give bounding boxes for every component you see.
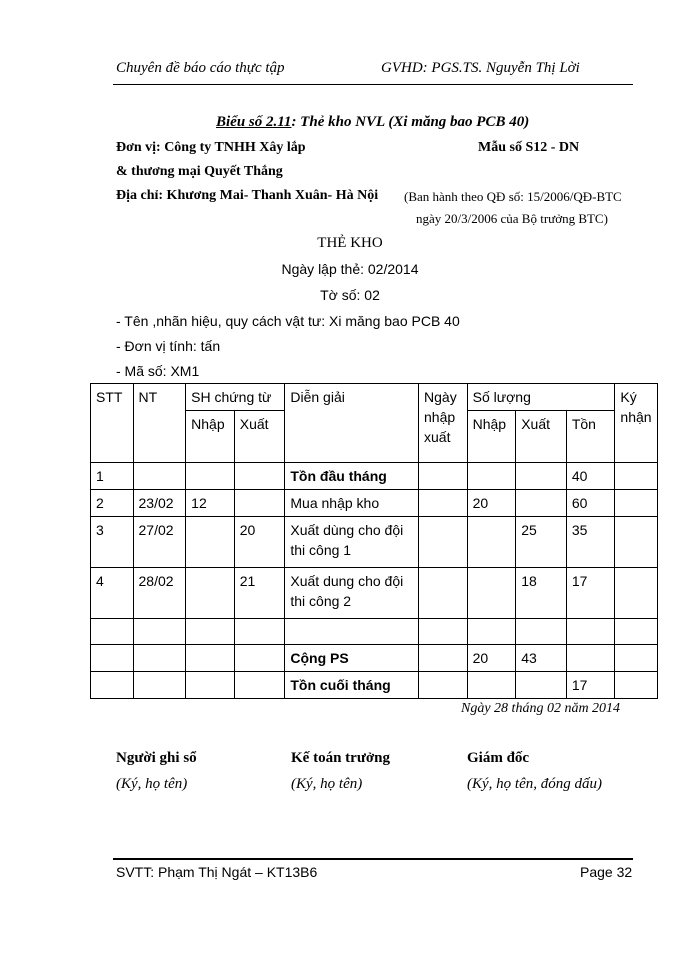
unit-line-1: Đơn vị: Công ty TNHH Xây lắp <box>116 140 306 155</box>
cell-qty-in <box>467 463 516 490</box>
cell-stt <box>91 672 134 699</box>
cell-sign <box>615 490 658 517</box>
cell-sh-out <box>234 619 285 645</box>
footer-rule <box>113 858 633 860</box>
cell-desc <box>285 568 419 619</box>
cell-sh-in <box>186 463 235 490</box>
cell-desc-line-1: Tồn đầu tháng <box>290 468 387 484</box>
cell-sign <box>615 672 658 699</box>
cell-qty-out: 43 <box>516 645 567 672</box>
cell-qty-bal: 17 <box>566 568 615 619</box>
cell-qty-bal: 17 <box>566 672 615 699</box>
cell-qty-bal: 40 <box>566 463 615 490</box>
cell-desc <box>285 645 419 672</box>
cell-date <box>419 490 468 517</box>
cell-stt <box>91 619 134 645</box>
header-left-text: Chuyên đề báo cáo thực tập <box>116 60 285 76</box>
address-line: Địa chỉ: Khương Mai- Thanh Xuân- Hà Nội <box>116 188 379 203</box>
item-code: - Mã số: XM1 <box>116 363 200 379</box>
cell-nt <box>133 672 186 699</box>
signature-note-director: (Ký, họ tên, đóng dấu) <box>467 776 602 792</box>
cell-qty-in <box>467 568 516 619</box>
sheet-number: Tờ số: 02 <box>320 287 380 303</box>
footer-page-number: Page 32 <box>580 864 633 880</box>
cell-sh-out <box>234 672 285 699</box>
cell-qty-out <box>516 463 567 490</box>
cell-stt: 2 <box>91 490 134 517</box>
col-date-header-line-1: Ngày <box>424 389 457 405</box>
form-number: Mẫu số S12 - DN <box>478 140 580 155</box>
cell-stt: 1 <box>91 463 134 490</box>
cell-desc-line-1: Xuất dung cho đội <box>290 573 404 589</box>
col-desc-header: Diễn giải <box>285 384 419 463</box>
cell-qty-bal: 35 <box>566 517 615 568</box>
col-qty-bal-header: Tồn <box>566 411 615 463</box>
footer-left-text: SVTT: Phạm Thị Ngát – KT13B6 <box>116 864 318 880</box>
cell-sign <box>615 517 658 568</box>
cell-sh-in <box>186 645 235 672</box>
table-row <box>91 463 658 490</box>
cell-qty-in <box>467 517 516 568</box>
cell-sh-in: 12 <box>186 490 235 517</box>
header-rule <box>113 84 633 85</box>
col-sh-header: SH chứng từ <box>186 384 285 411</box>
cell-sh-in <box>186 517 235 568</box>
table-row <box>91 490 658 517</box>
cell-qty-bal <box>566 645 615 672</box>
decree-line-2: ngày 20/3/2006 của Bộ trưởng BTC) <box>416 211 608 226</box>
cell-qty-out <box>516 672 567 699</box>
cell-qty-bal: 60 <box>566 490 615 517</box>
cell-desc-line-1: Mua nhập kho <box>290 495 380 511</box>
cell-date <box>419 672 468 699</box>
col-nt-header: NT <box>133 384 186 463</box>
table-row <box>91 517 658 568</box>
table-row <box>91 619 658 645</box>
col-sign-header <box>615 384 658 463</box>
card-title: THẺ KHO <box>317 235 383 251</box>
signature-title-chief-accountant: Kế toán trưởng <box>291 750 390 766</box>
date-made: Ngày lập thẻ: 02/2014 <box>281 261 419 277</box>
unit-line-2: & thương mại Quyết Thắng <box>116 164 283 179</box>
table-row <box>91 568 658 619</box>
cell-desc-line-2: thi công 1 <box>290 542 352 558</box>
cell-qty-in: 20 <box>467 645 516 672</box>
cell-sh-in <box>186 568 235 619</box>
cell-nt <box>133 619 186 645</box>
header-right-text: GVHD: PGS.TS. Nguyễn Thị Lời <box>381 60 580 76</box>
cell-sh-out: 21 <box>234 568 285 619</box>
cell-qty-out: 18 <box>516 568 567 619</box>
cell-stt: 4 <box>91 568 134 619</box>
table-row <box>91 672 658 699</box>
cell-sh-in <box>186 619 235 645</box>
cell-qty-in: 20 <box>467 490 516 517</box>
cell-date <box>419 645 468 672</box>
cell-sign <box>615 463 658 490</box>
cell-sh-out <box>234 645 285 672</box>
cell-desc <box>285 517 419 568</box>
cell-desc <box>285 463 419 490</box>
cell-desc-line-2: thi công 2 <box>290 593 352 609</box>
cell-stt <box>91 645 134 672</box>
cell-date <box>419 568 468 619</box>
header-row-1 <box>91 384 658 411</box>
cell-nt <box>133 645 186 672</box>
cell-sh-out: 20 <box>234 517 285 568</box>
cell-nt: 23/02 <box>133 490 186 517</box>
cell-qty-out <box>516 619 567 645</box>
cell-sh-out <box>234 490 285 517</box>
cell-desc <box>285 619 419 645</box>
cell-date <box>419 463 468 490</box>
item-name: - Tên ,nhãn hiệu, quy cách vật tư: Xi măng bao PCB 40 <box>116 313 460 329</box>
figure-caption <box>216 114 529 131</box>
signature-title-director: Giám đốc <box>467 750 530 766</box>
stock-card-body <box>91 463 658 699</box>
figure-caption-title: : Thẻ kho NVL (Xi măng bao PCB 40) <box>291 114 530 130</box>
cell-nt: 27/02 <box>133 517 186 568</box>
cell-desc-line-1: Cộng PS <box>290 650 349 666</box>
cell-desc-line-1: Tồn cuối tháng <box>290 677 391 693</box>
date-signed: Ngày 28 tháng 02 năm 2014 <box>461 701 621 716</box>
cell-date <box>419 517 468 568</box>
col-sign-header-line-1: Ký <box>620 389 637 405</box>
col-sign-header-line-2: nhận <box>620 409 652 425</box>
col-sh-in-header: Nhập <box>186 411 235 463</box>
cell-desc <box>285 490 419 517</box>
cell-desc <box>285 672 419 699</box>
cell-stt: 3 <box>91 517 134 568</box>
col-date-header-line-2: nhập <box>424 409 456 425</box>
col-stt-header: STT <box>91 384 134 463</box>
cell-date <box>419 619 468 645</box>
signature-note-chief-accountant: (Ký, họ tên) <box>291 776 363 792</box>
col-date-header <box>419 384 468 463</box>
decree-line-1: (Ban hành theo QĐ số: 15/2006/QĐ-BTC <box>404 189 622 204</box>
col-qty-header: Số lượng <box>467 384 615 411</box>
cell-qty-out: 25 <box>516 517 567 568</box>
cell-sign <box>615 645 658 672</box>
cell-qty-bal <box>566 619 615 645</box>
cell-qty-out <box>516 490 567 517</box>
cell-sign <box>615 568 658 619</box>
cell-sh-in <box>186 672 235 699</box>
stock-card-table <box>90 383 658 699</box>
table-row <box>91 645 658 672</box>
col-sh-out-header: Xuất <box>234 411 285 463</box>
col-qty-out-header: Xuất <box>516 411 567 463</box>
signature-note-recorder: (Ký, họ tên) <box>116 776 188 792</box>
cell-nt <box>133 463 186 490</box>
cell-nt: 28/02 <box>133 568 186 619</box>
signature-title-recorder: Người ghi sổ <box>116 750 197 766</box>
cell-qty-in <box>467 619 516 645</box>
figure-caption-number: Biểu số 2.11 <box>216 114 292 130</box>
cell-sign <box>615 619 658 645</box>
cell-desc-line-1: Xuất dùng cho đội <box>290 522 404 538</box>
cell-sh-out <box>234 463 285 490</box>
item-unit: - Đơn vị tính: tấn <box>116 338 221 354</box>
col-date-header-line-3: xuất <box>424 429 451 445</box>
cell-qty-in <box>467 672 516 699</box>
col-qty-in-header: Nhập <box>467 411 516 463</box>
